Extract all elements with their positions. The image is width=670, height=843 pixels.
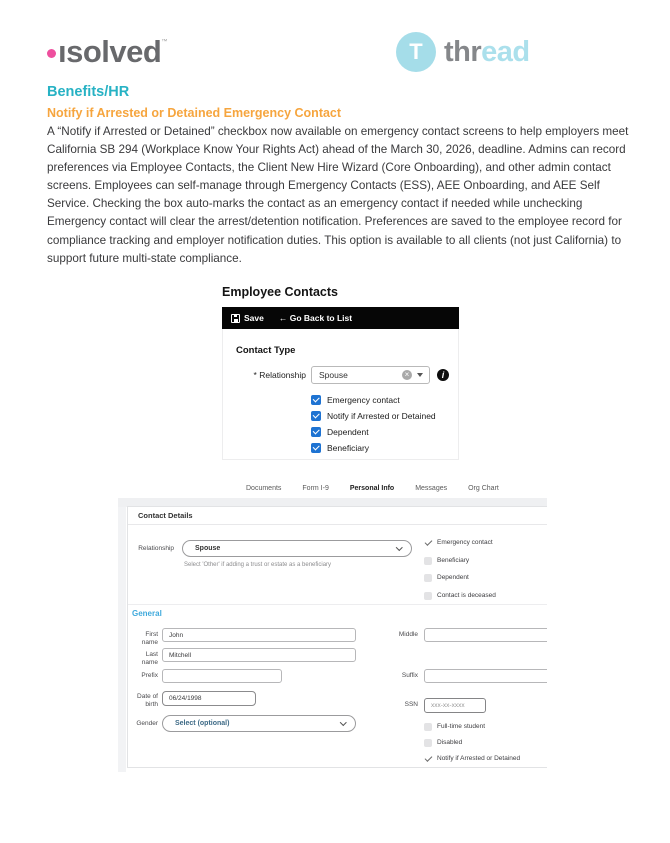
relationship-dropdown[interactable]	[311, 366, 430, 384]
isolved-logo-text: ısolved	[58, 34, 162, 69]
checkbox-emergency-contact[interactable]	[311, 392, 436, 408]
unchecked-checkbox-icon[interactable]	[424, 592, 432, 600]
dropdown-caret-icon	[417, 373, 423, 377]
first-name-input[interactable]	[162, 628, 356, 642]
info-icon[interactable]	[437, 369, 449, 381]
thread-text-gray: thr	[444, 35, 482, 68]
save-button[interactable]	[231, 313, 264, 323]
checkbox-label: Beneficiary	[437, 557, 470, 564]
action-toolbar	[222, 307, 459, 329]
prefix-label: Prefix	[141, 672, 158, 679]
gender-select[interactable]	[162, 715, 356, 732]
contact-type-section	[222, 329, 459, 460]
gender-select-value: Select (optional)	[175, 720, 230, 727]
checkbox-label: Dependent	[437, 574, 469, 581]
clear-selection-icon[interactable]	[402, 370, 412, 380]
checkbox-label: Disabled	[437, 739, 463, 746]
personal-info-screenshot	[118, 478, 547, 772]
checked-checkbox-icon[interactable]	[311, 427, 321, 437]
checkbox-dependent[interactable]	[424, 573, 469, 582]
checkbox-notify-if-arrested[interactable]	[311, 408, 436, 424]
checkbox-disabled[interactable]	[424, 738, 462, 747]
thread-circle-icon: T	[396, 32, 436, 72]
trademark-symbol: ™	[161, 39, 168, 45]
tab-documents[interactable]: Documents	[246, 484, 282, 492]
checked-checkbox-icon[interactable]	[311, 411, 321, 421]
relationship-select-value: Spouse	[195, 545, 221, 552]
article-headline: Notify if Arrested or Detained Emergency Contact	[47, 106, 342, 120]
date-of-birth-input[interactable]	[162, 691, 256, 706]
suffix-label: Suffix	[401, 672, 418, 679]
checkbox-label: Dependent	[327, 427, 369, 437]
middle-name-input[interactable]	[424, 628, 547, 642]
checkbox-emergency-contact[interactable]	[424, 538, 493, 547]
unchecked-checkbox-icon[interactable]	[424, 574, 432, 582]
unchecked-checkbox-icon[interactable]	[424, 739, 432, 747]
checkbox-label: Full-time student	[437, 723, 486, 730]
checked-checkbox-icon[interactable]	[311, 395, 321, 405]
checkbox-label: Emergency contact	[437, 539, 493, 546]
first-name-label: First name	[141, 631, 158, 646]
checked-checkbox-icon[interactable]	[311, 443, 321, 453]
tab-org-chart[interactable]: Org Chart	[468, 484, 499, 492]
general-section-heading: General	[132, 609, 162, 618]
thread-text-teal: ead	[481, 35, 530, 68]
contact-details-heading: Contact Details	[128, 507, 547, 525]
contact-type-checkbox-list	[311, 392, 436, 456]
checkbox-label: Notify if Arrested or Detained	[437, 755, 521, 762]
section-divider	[128, 604, 547, 605]
checkbox-beneficiary[interactable]	[424, 556, 469, 565]
checkbox-contact-deceased[interactable]	[424, 591, 496, 600]
contact-type-heading: Contact Type	[236, 345, 296, 356]
go-back-label: ← Go Back to List	[278, 313, 353, 323]
isolved-dot-icon	[47, 49, 56, 58]
relationship-select[interactable]	[182, 540, 412, 557]
tab-form-i9[interactable]: Form I-9	[302, 484, 329, 492]
employee-contacts-title: Employee Contacts	[222, 285, 339, 299]
relationship-helper-text: Select 'Other' if adding a trust or estate as a beneficiary	[184, 562, 332, 568]
middle-name-label: Middle	[398, 631, 418, 638]
tab-messages[interactable]: Messages	[415, 484, 448, 492]
prefix-input[interactable]	[162, 669, 282, 683]
checkbox-label: Contact is deceased	[437, 592, 496, 599]
gender-label: Gender	[136, 720, 158, 727]
tab-personal-info[interactable]: Personal Info	[349, 484, 395, 492]
section-title: Benefits/HR	[47, 84, 130, 100]
chevron-down-icon	[396, 544, 402, 550]
checked-checkbox-icon[interactable]	[424, 539, 432, 547]
unchecked-checkbox-icon[interactable]	[424, 557, 432, 565]
checkbox-full-time-student[interactable]	[424, 722, 485, 731]
employee-contacts-screenshot	[222, 285, 459, 460]
save-button-label: Save	[244, 313, 264, 323]
go-back-to-list-button[interactable]	[279, 313, 352, 323]
date-of-birth-label: Date of birth	[137, 693, 158, 708]
relationship-field-label: Relationship	[138, 545, 174, 552]
thread-logo	[396, 32, 530, 72]
suffix-input[interactable]	[424, 669, 547, 683]
save-icon	[231, 314, 240, 323]
chevron-down-icon	[340, 719, 346, 725]
tab-bar	[246, 478, 499, 498]
checkbox-label: Emergency contact	[327, 395, 400, 405]
checkbox-label: Beneficiary	[327, 443, 370, 453]
relationship-value: Spouse	[319, 370, 348, 380]
contact-details-panel	[127, 506, 547, 768]
page-background-strip	[118, 507, 126, 772]
checked-checkbox-icon[interactable]	[424, 755, 432, 763]
checkbox-notify-if-arrested[interactable]	[424, 754, 520, 763]
isolved-logo	[47, 34, 167, 70]
checkbox-dependent[interactable]	[311, 424, 436, 440]
checkbox-beneficiary[interactable]	[311, 440, 436, 456]
ssn-label: SSN	[404, 701, 418, 708]
ssn-input[interactable]	[424, 698, 486, 713]
thread-logo-text	[444, 36, 530, 69]
article-body: A “Notify if Arrested or Detained” checkbox now available on emergency contact screens to help employers meet California SB 294 (Workplace Know Your Rights Act) ahead of the March 30, 2026, deadline. Admins can record preferences via Employee Contacts, the Client New Hire Wizard (Core Onboarding), and other admin contact screens. Employees can self-manage through Emergency Contacts (ESS), AEE Onboarding, and AEE Self Service. Checking the box auto-marks the contact as an emergency contact if needed while unchecking Emergency contact will clear the arrest/detention notification. Preferences are saved to the employee record for compliance tracking and employer notification duties. This option is available to all clients (not just California) to support future multi-state compliance.	[47, 125, 629, 265]
last-name-input[interactable]	[162, 648, 356, 662]
relationship-label: * Relationship	[253, 370, 306, 380]
checkbox-label: Notify if Arrested or Detained	[327, 411, 436, 421]
unchecked-checkbox-icon[interactable]	[424, 723, 432, 731]
last-name-label: Last name	[141, 651, 158, 666]
